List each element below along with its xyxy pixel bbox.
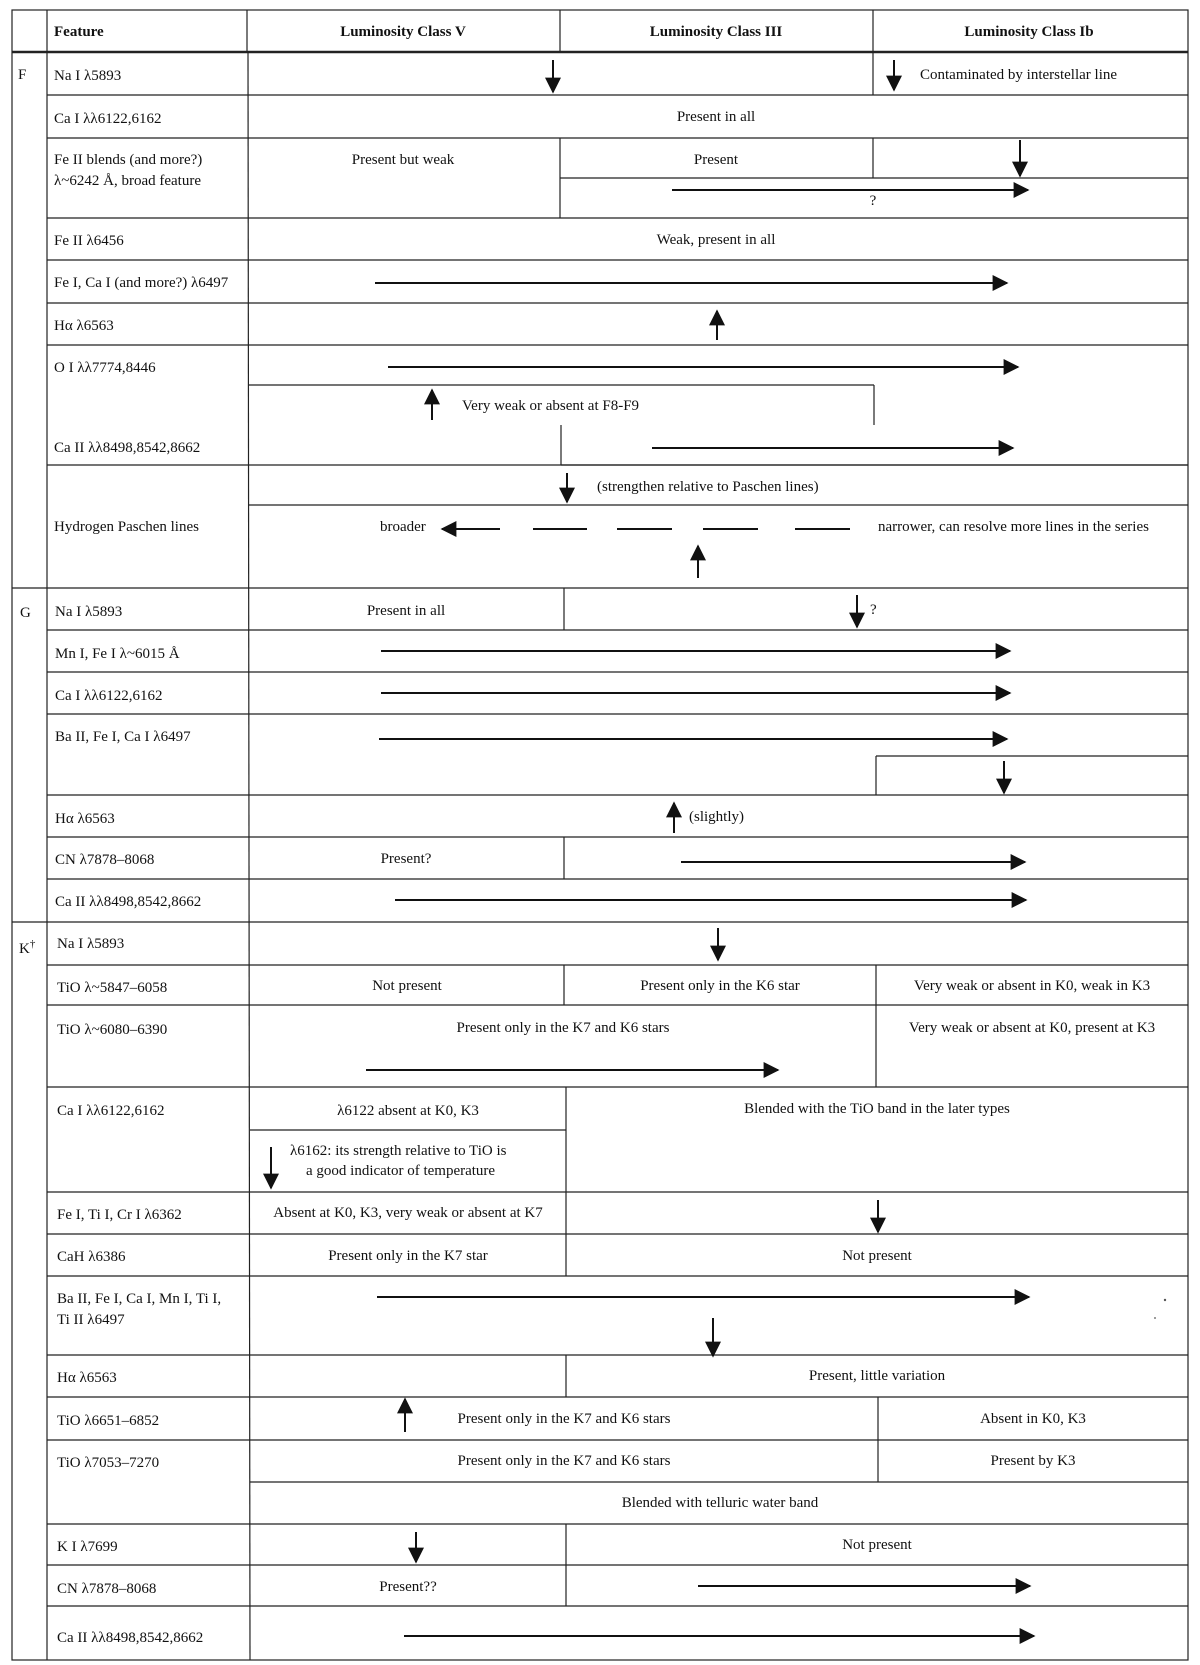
header-class-ib: Luminosity Class Ib: [964, 24, 1094, 40]
g-mni-feature: Mn I, Fe I λ~6015 Å: [55, 646, 180, 662]
k-cn-v: Present??: [379, 1579, 437, 1595]
group-label-k-text: K: [19, 941, 30, 957]
f-nai-feature: Na I λ5893: [54, 68, 122, 84]
group-label-k: [19, 935, 35, 958]
g-cn-feature: CN λ7878–8068: [55, 852, 155, 868]
k-cai-v1: λ6122 absent at K0, K3: [337, 1103, 479, 1119]
g-nai-feature: Na I λ5893: [55, 604, 123, 620]
f-fei-cai-feature: Fe I, Ca I (and more?) λ6497: [54, 275, 229, 291]
k-cn-feature: CN λ7878–8068: [57, 1581, 157, 1597]
k-cah-v: Present only in the K7 star: [328, 1248, 488, 1264]
k-tio2-ib: Very weak or absent at K0, present at K3: [908, 1020, 1156, 1036]
k-tio2-v: Present only in the K7 and K6 stars: [456, 1020, 670, 1036]
f-feii-feature-1: Fe II blends (and more?): [54, 152, 203, 168]
k-caii-feature: Ca II λλ8498,8542,8662: [57, 1630, 204, 1646]
k-tio1-v: Not present: [372, 978, 442, 994]
f-cai-all: Present in all: [676, 109, 756, 125]
k-tio3-ib: Absent in K0, K3: [980, 1411, 1086, 1427]
f-oi-feature: O I λλ7774,8446: [54, 360, 156, 376]
k-tio4-v: Present only in the K7 and K6 stars: [457, 1453, 671, 1469]
k-ki-iii: Not present: [842, 1537, 912, 1553]
f-feii6456-all: Weak, present in all: [656, 232, 776, 248]
k-tio3-v: Present only in the K7 and K6 stars: [457, 1411, 671, 1427]
g-nai-v: Present in all: [366, 603, 446, 619]
k-tio4-all: Blended with telluric water band: [621, 1495, 819, 1511]
f-cai-feature: Ca I λλ6122,6162: [54, 111, 162, 127]
k-tio1-ib: Very weak or absent in K0, weak in K3: [913, 978, 1151, 994]
f-feii-v: Present but weak: [351, 152, 455, 168]
header-feature: Feature: [54, 24, 104, 40]
group-label-k-mark: †: [29, 938, 36, 950]
f-paschen-broader: broader: [380, 519, 426, 535]
k-fei-feature: Fe I, Ti I, Cr I λ6362: [57, 1207, 182, 1223]
g-baii-feature: Ba II, Fe I, Ca I λ6497: [55, 729, 191, 745]
k-nai-feature: Na I λ5893: [57, 936, 125, 952]
k-tio2-feature: TiO λ~6080–6390: [57, 1022, 168, 1038]
f-feii-question: ?: [869, 193, 877, 209]
k-baii-feature-1: Ba II, Fe I, Ca I, Mn I, Ti I,: [57, 1291, 222, 1307]
k-fei-v: Absent at K0, K3, very weak or absent at K7: [273, 1205, 543, 1221]
f-feii-iii: Present: [693, 152, 739, 168]
g-cai-feature: Ca I λλ6122,6162: [55, 688, 163, 704]
k-halpha-iii: Present, little variation: [808, 1368, 946, 1384]
k-tio1-iii: Present only in the K6 star: [640, 978, 800, 994]
k-baii-feature-2: Ti II λ6497: [57, 1312, 125, 1328]
f-paschen-feature: Hydrogen Paschen lines: [54, 519, 199, 535]
k-cai-v2b: a good indicator of temperature: [306, 1163, 496, 1179]
group-label-f: F: [18, 67, 27, 83]
header-class-v: Luminosity Class V: [340, 24, 466, 40]
k-halpha-feature: Hα λ6563: [57, 1370, 117, 1386]
f-feii-feature-2: λ~6242 Å, broad feature: [54, 173, 202, 189]
k-ki-feature: K I λ7699: [57, 1539, 118, 1555]
header-class-iii: Luminosity Class III: [649, 24, 783, 40]
k-cah-iii: Not present: [842, 1248, 912, 1264]
f-caii-note: (strengthen relative to Paschen lines): [597, 479, 819, 495]
g-halpha-feature: Hα λ6563: [55, 811, 115, 827]
f-caii-feature: Ca II λλ8498,8542,8662: [54, 440, 201, 456]
g-caii-feature: Ca II λλ8498,8542,8662: [55, 894, 202, 910]
g-nai-question: ?: [870, 602, 877, 618]
k-tio3-feature: TiO λ6651–6852: [57, 1413, 160, 1429]
f-nai-ib: Contaminated by interstellar line: [920, 67, 1118, 83]
k-cai-iii: Blended with the TiO band in the later types: [744, 1101, 1010, 1117]
g-cn-v: Present?: [380, 851, 432, 867]
k-tio1-feature: TiO λ~5847–6058: [57, 980, 168, 996]
group-label-g: G: [20, 605, 31, 621]
g-halpha-note: (slightly): [689, 809, 744, 825]
k-cai-v2a: λ6162: its strength relative to TiO is: [290, 1143, 507, 1159]
f-halpha-feature: Hα λ6563: [54, 318, 114, 334]
f-feii6456-feature: Fe II λ6456: [54, 233, 124, 249]
k-cah-feature: CaH λ6386: [57, 1249, 126, 1265]
k-cai-feature: Ca I λλ6122,6162: [57, 1103, 165, 1119]
f-paschen-narrower: narrower, can resolve more lines in the series: [878, 519, 1149, 535]
f-oi-note: Very weak or absent at F8-F9: [462, 398, 640, 414]
k-tio4-feature: TiO λ7053–7270: [57, 1455, 160, 1471]
k-tio4-ib: Present by K3: [990, 1453, 1076, 1469]
